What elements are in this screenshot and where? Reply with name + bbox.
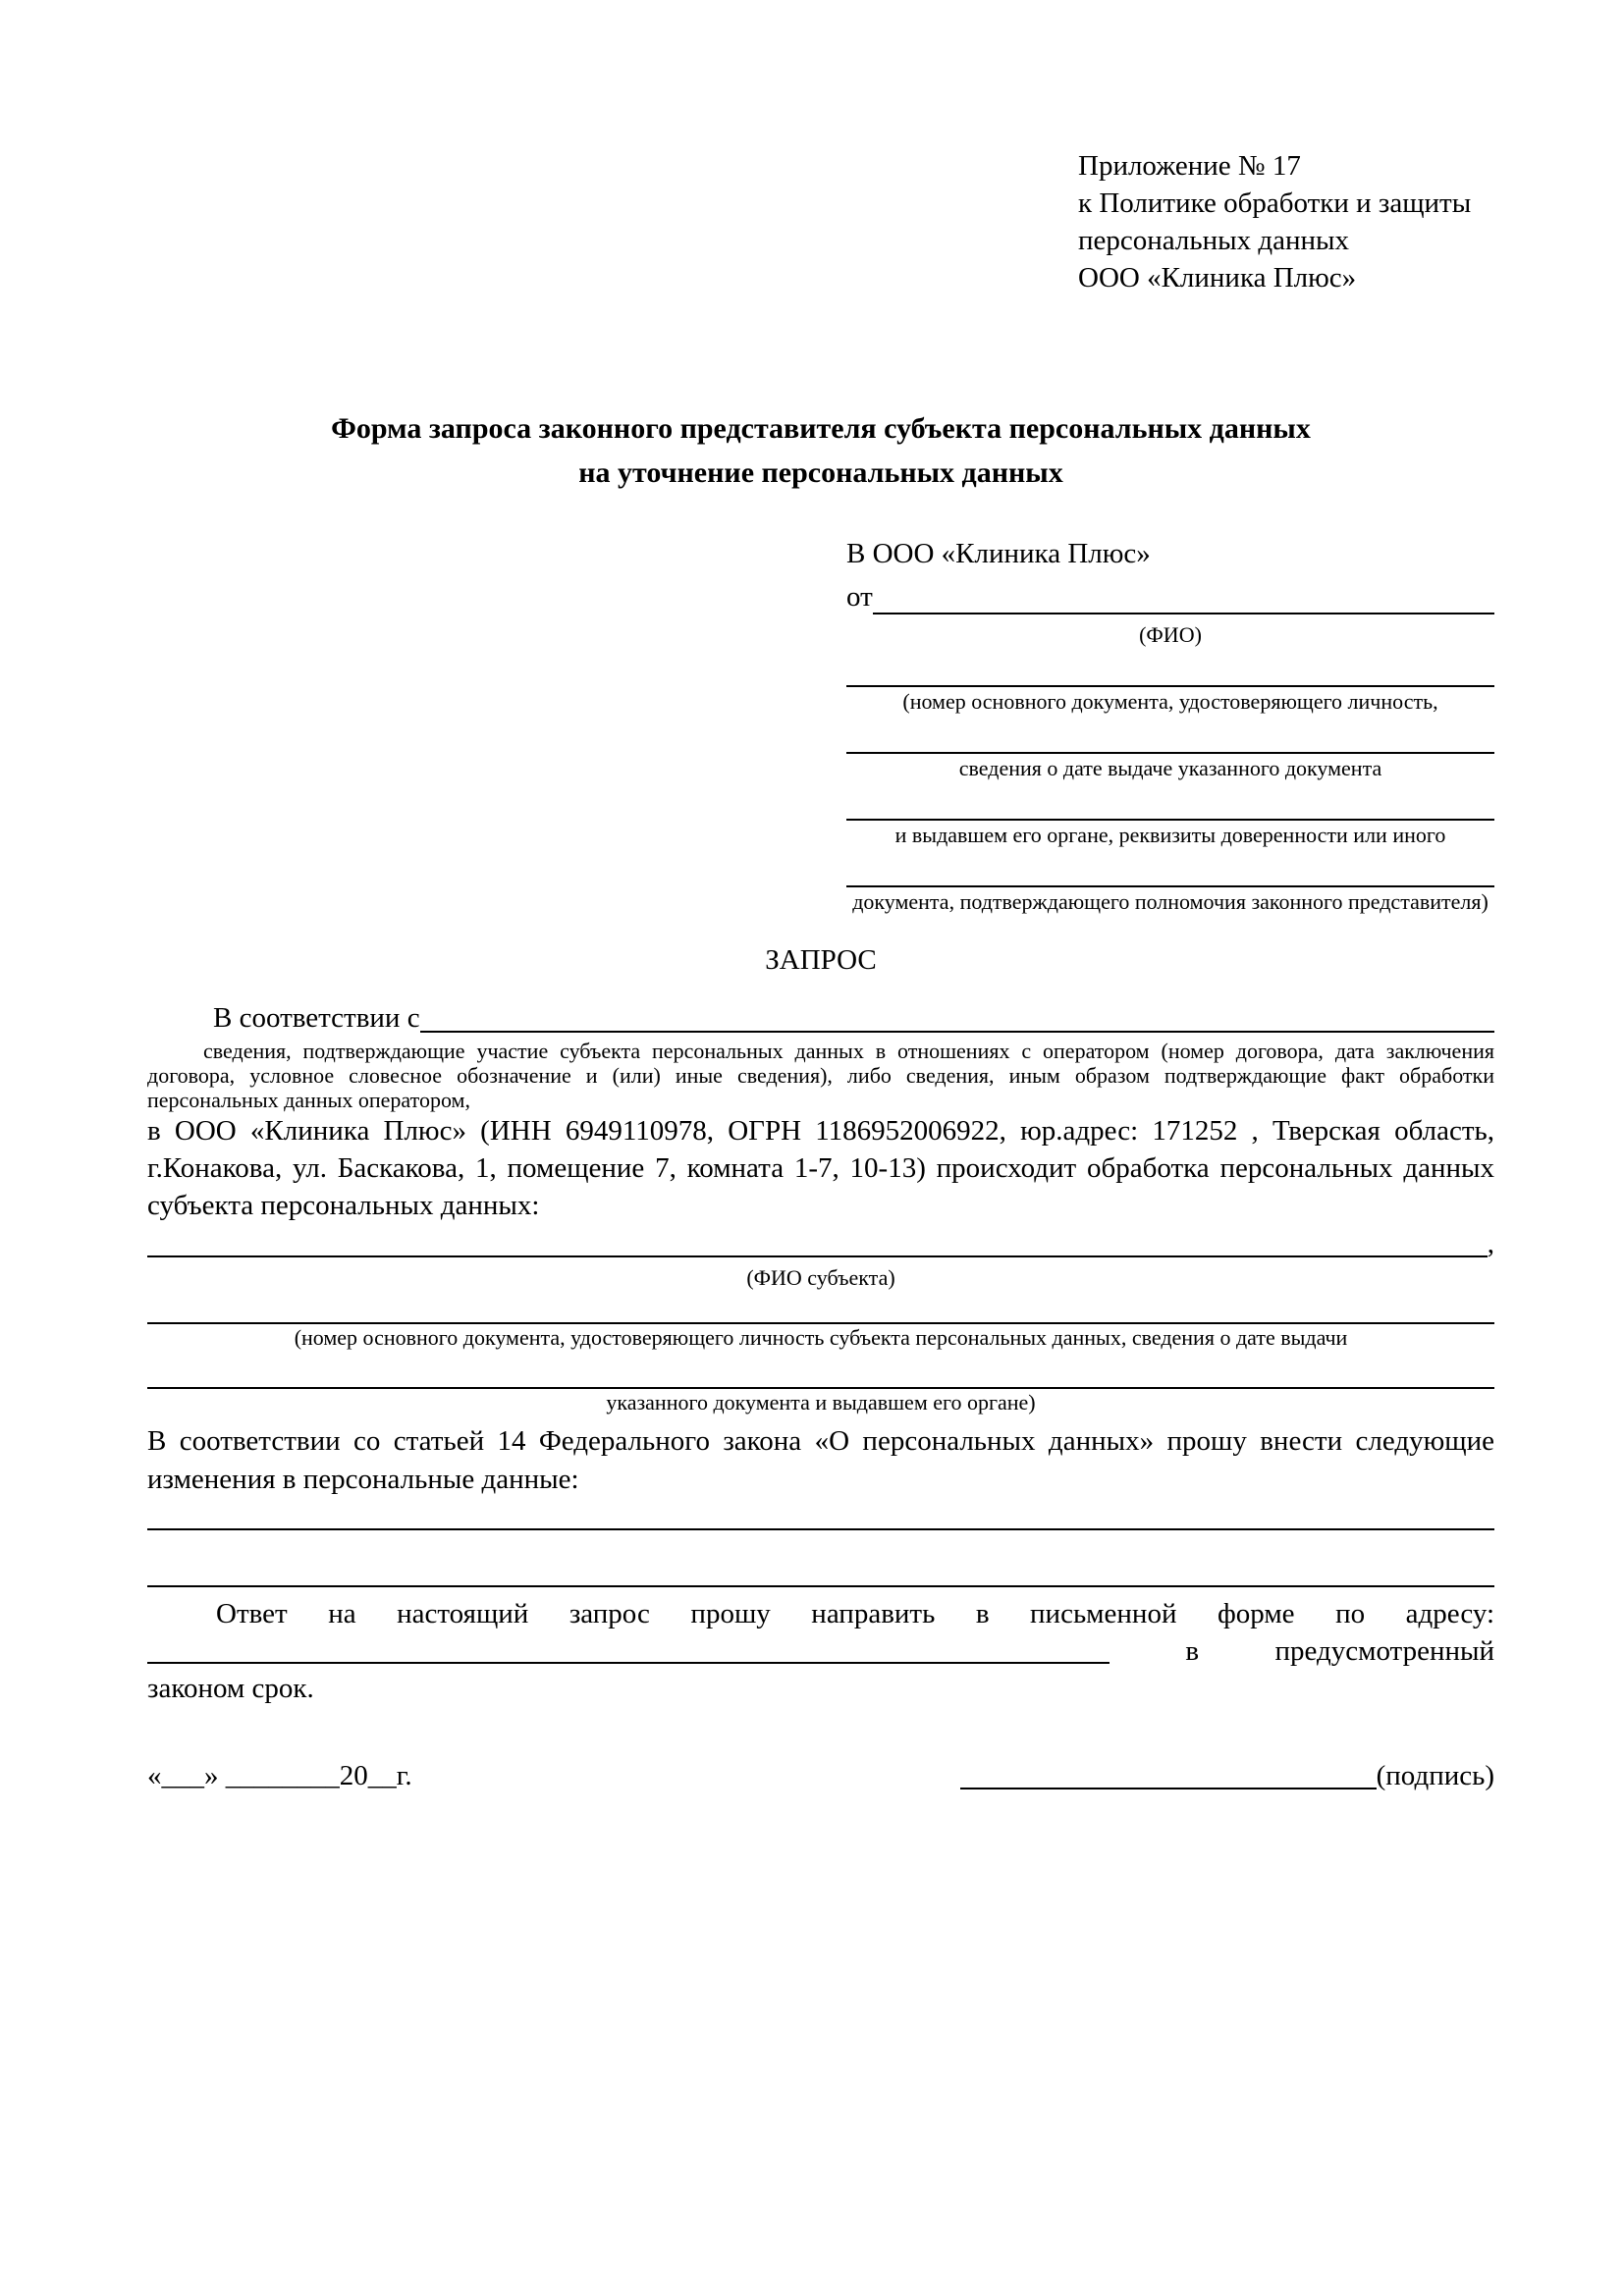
document-title-line2: на уточнение персональных данных (578, 456, 1063, 489)
doc-issue-date-blank-field (846, 717, 1494, 754)
accordance-footnote: сведения, подтверждающие участие субъекта персональных данных в отношениях с оператором (номер договора, дата заключения договора, условное словесное обозначение и (или) иные сведения), либо сведения, иным образом подтверждающие факт обработки персональных данных оператором, (147, 1039, 1494, 1112)
addressee-from-row (846, 573, 1494, 620)
subject-doc-blank-field (147, 1293, 1494, 1324)
doc-caption: (номер основного документа, удостоверяющего личность, (902, 689, 1438, 714)
addressee-block (846, 534, 1494, 917)
date-signature-row (147, 1756, 1494, 1795)
accordance-row (147, 997, 1494, 1039)
answer-address-blank-field (147, 1632, 1110, 1664)
subject-fio-row (147, 1224, 1494, 1263)
answer-sentence: Ответ на настоящий запрос прошу направить в письменной форме по адресу: (216, 1598, 1494, 1629)
signature-area (960, 1756, 1494, 1795)
doc-caption: и выдавшем его органе, реквизиты доверенности или иного (894, 823, 1446, 847)
document-title (147, 406, 1494, 495)
representative-doc-group (846, 650, 1494, 717)
trailing-comma: , (1487, 1228, 1494, 1259)
appendix-block (1078, 147, 1494, 296)
doc-number-blank-field (846, 650, 1494, 687)
doc-caption: сведения о дате выдаче указанного документа (958, 756, 1382, 780)
appendix-line: к Политике обработки и защиты (1078, 187, 1472, 219)
doc-caption: документа, подтверждающего полномочия законного представителя) (852, 889, 1489, 914)
subject-doc-caption-1: (номер основного документа, удостоверяющего личность субъекта персональных данных, сведения о дате выдачи (294, 1325, 1348, 1350)
date-blank-line: «___» ________20__г. (147, 1760, 412, 1791)
answer-close: законом срок. (147, 1673, 314, 1704)
addressee-from-label: от (846, 581, 873, 613)
representative-doc-group (846, 717, 1494, 783)
doc-powers-blank-field (846, 850, 1494, 887)
subject-fio-blank-field (147, 1224, 1488, 1257)
operator-paragraph: в ООО «Клиника Плюс» (ИНН 6949110978, ОГРН 1186952006922, юр.адрес: 171252 , Тверская область, г.Конакова, ул. Баскакова, 1, помещение 7, комната 1-7, 10-13) происходит обработка персональных данных субъекта персональных данных: (147, 1115, 1494, 1221)
accordance-blank-field (420, 997, 1494, 1033)
accordance-prefix: В соответствии с (213, 1002, 420, 1034)
doc-authority-blank-field (846, 783, 1494, 821)
subject-fio-caption: (ФИО субъекта) (746, 1265, 895, 1290)
from-fio-blank-field (873, 573, 1494, 614)
document-title-line1: Форма запроса законного представителя субъекта персональных данных (331, 412, 1311, 445)
signature-caption: (подпись) (1376, 1760, 1494, 1791)
addressee-to: В ООО «Клиника Плюс» (846, 538, 1151, 569)
request-heading: ЗАПРОС (765, 944, 877, 976)
appendix-line: Приложение № 17 (1078, 150, 1301, 182)
appendix-line: персональных данных (1078, 225, 1350, 256)
subject-doc-caption-2: указанного документа и выдавшем его органе) (606, 1390, 1036, 1415)
answer-word-in: в (1185, 1635, 1200, 1667)
changes-blank-field-2 (147, 1530, 1494, 1587)
signature-blank-field (960, 1756, 1377, 1789)
answer-address-row (147, 1632, 1494, 1670)
subject-doc-authority-blank-field (147, 1352, 1494, 1389)
appendix-line: ООО «Клиника Плюс» (1078, 262, 1357, 294)
article-paragraph: В соответствии со статьей 14 Федерального закона «О персональных данных» прошу внести следующие изменения в персональные данные: (147, 1425, 1494, 1495)
representative-doc-group (846, 783, 1494, 850)
changes-blank-field-1 (147, 1499, 1494, 1530)
fio-caption: (ФИО) (1139, 622, 1202, 647)
representative-doc-group (846, 850, 1494, 917)
answer-word-stipulated: предусмотренный (1274, 1635, 1494, 1667)
